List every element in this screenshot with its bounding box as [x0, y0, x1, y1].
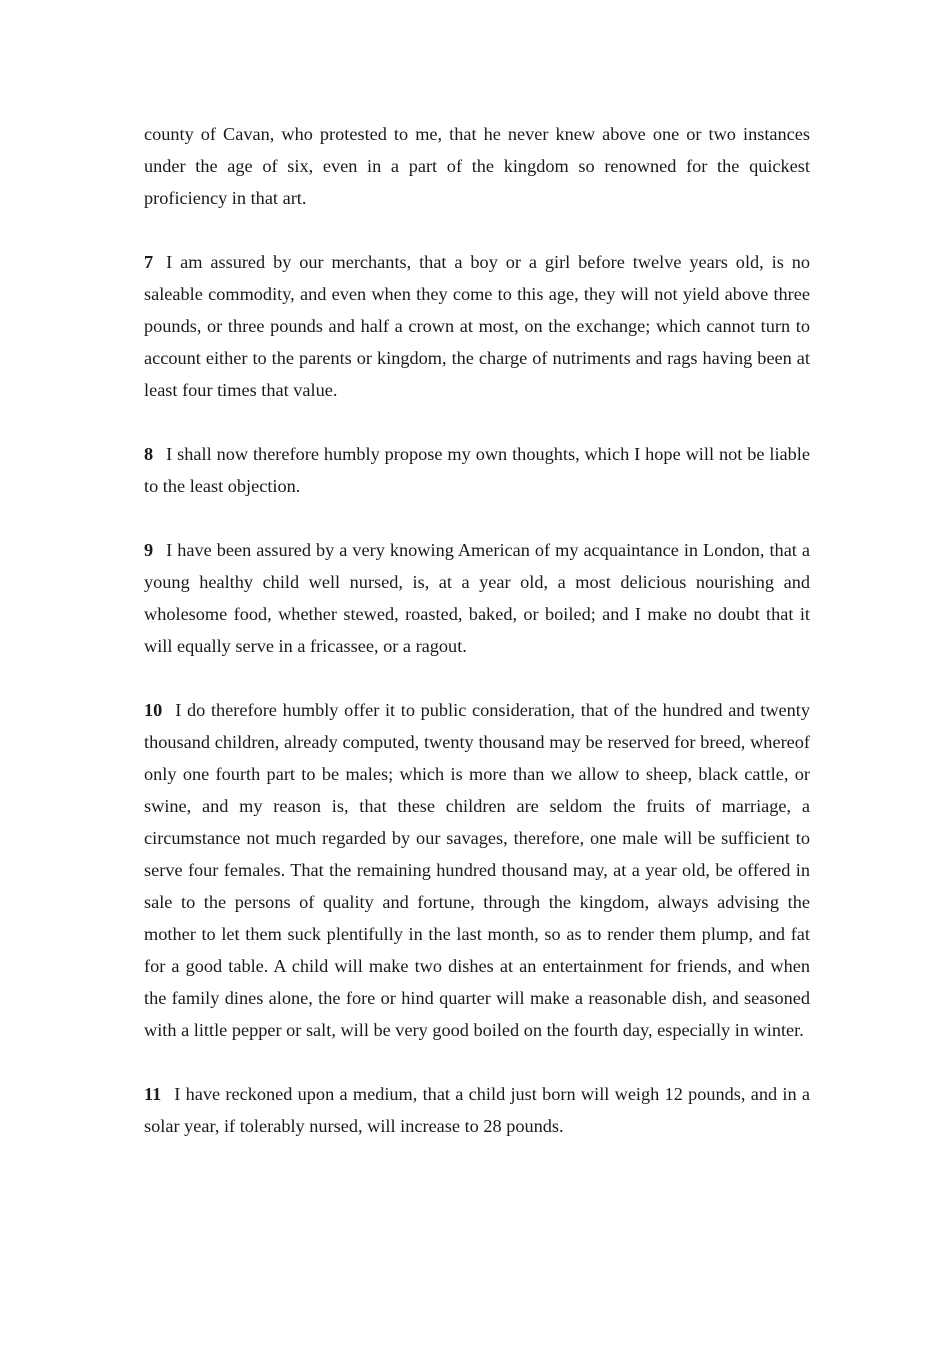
paragraph-9	[144, 534, 810, 662]
paragraph-continued	[144, 118, 810, 214]
paragraph-text: I have reckoned upon a medium, that a child just born will weigh 12 pounds, and in a solar year, if tolerably nursed, will increase to 28 pounds.	[144, 1084, 810, 1136]
paragraph-11	[144, 1078, 810, 1142]
paragraph-text: I do therefore humbly offer it to public consideration, that of the hundred and twenty thousand children, already computed, twenty thousand may be reserved for breed, whereof only one fourth part to be males; which is more than we allow to sheep, black cattle, or swine, and my reason is, that these children are seldom the fruits of marriage, a circumstance not much regarded by our savages, therefore, one male will be sufficient to serve four females. That the remaining hundred thousand may, at a year old, be offered in sale to the persons of quality and fortune, through the kingdom, always advising the mother to let them suck plentifully in the last month, so as to render them plump, and fat for a good table. A child will make two dishes at an entertainment for friends, and when the family dines alone, the fore or hind quarter will make a reasonable dish, and seasoned with a little pepper or salt, will be very good boiled on the fourth day, especially in winter.	[144, 700, 810, 1040]
paragraph-number: 10	[144, 700, 163, 720]
paragraph-number: 11	[144, 1084, 162, 1104]
paragraph-text: I have been assured by a very knowing American of my acquaintance in London, that a young healthy child well nursed, is, at a year old, a most delicious nourishing and wholesome food, whether stewed, roasted, baked, or boiled; and I make no doubt that it will equally serve in a fricassee, or a ragout.	[144, 540, 810, 656]
paragraph-7	[144, 246, 810, 406]
paragraph-number: 7	[144, 252, 154, 272]
paragraph-text: county of Cavan, who protested to me, that he never knew above one or two instances under the age of six, even in a part of the kingdom so renowned for the quickest proficiency in that art.	[144, 124, 810, 208]
document-page	[144, 118, 810, 1142]
paragraph-text: I shall now therefore humbly propose my own thoughts, which I hope will not be liable to the least objection.	[144, 444, 810, 496]
paragraph-8	[144, 438, 810, 502]
paragraph-text: I am assured by our merchants, that a boy or a girl before twelve years old, is no saleable commodity, and even when they come to this age, they will not yield above three pounds, or three pounds and half a crown at most, on the exchange; which cannot turn to account either to the parents or kingdom, the charge of nutriments and rags having been at least four times that value.	[144, 252, 810, 400]
paragraph-10	[144, 694, 810, 1046]
paragraph-number: 9	[144, 540, 154, 560]
paragraph-number: 8	[144, 444, 154, 464]
